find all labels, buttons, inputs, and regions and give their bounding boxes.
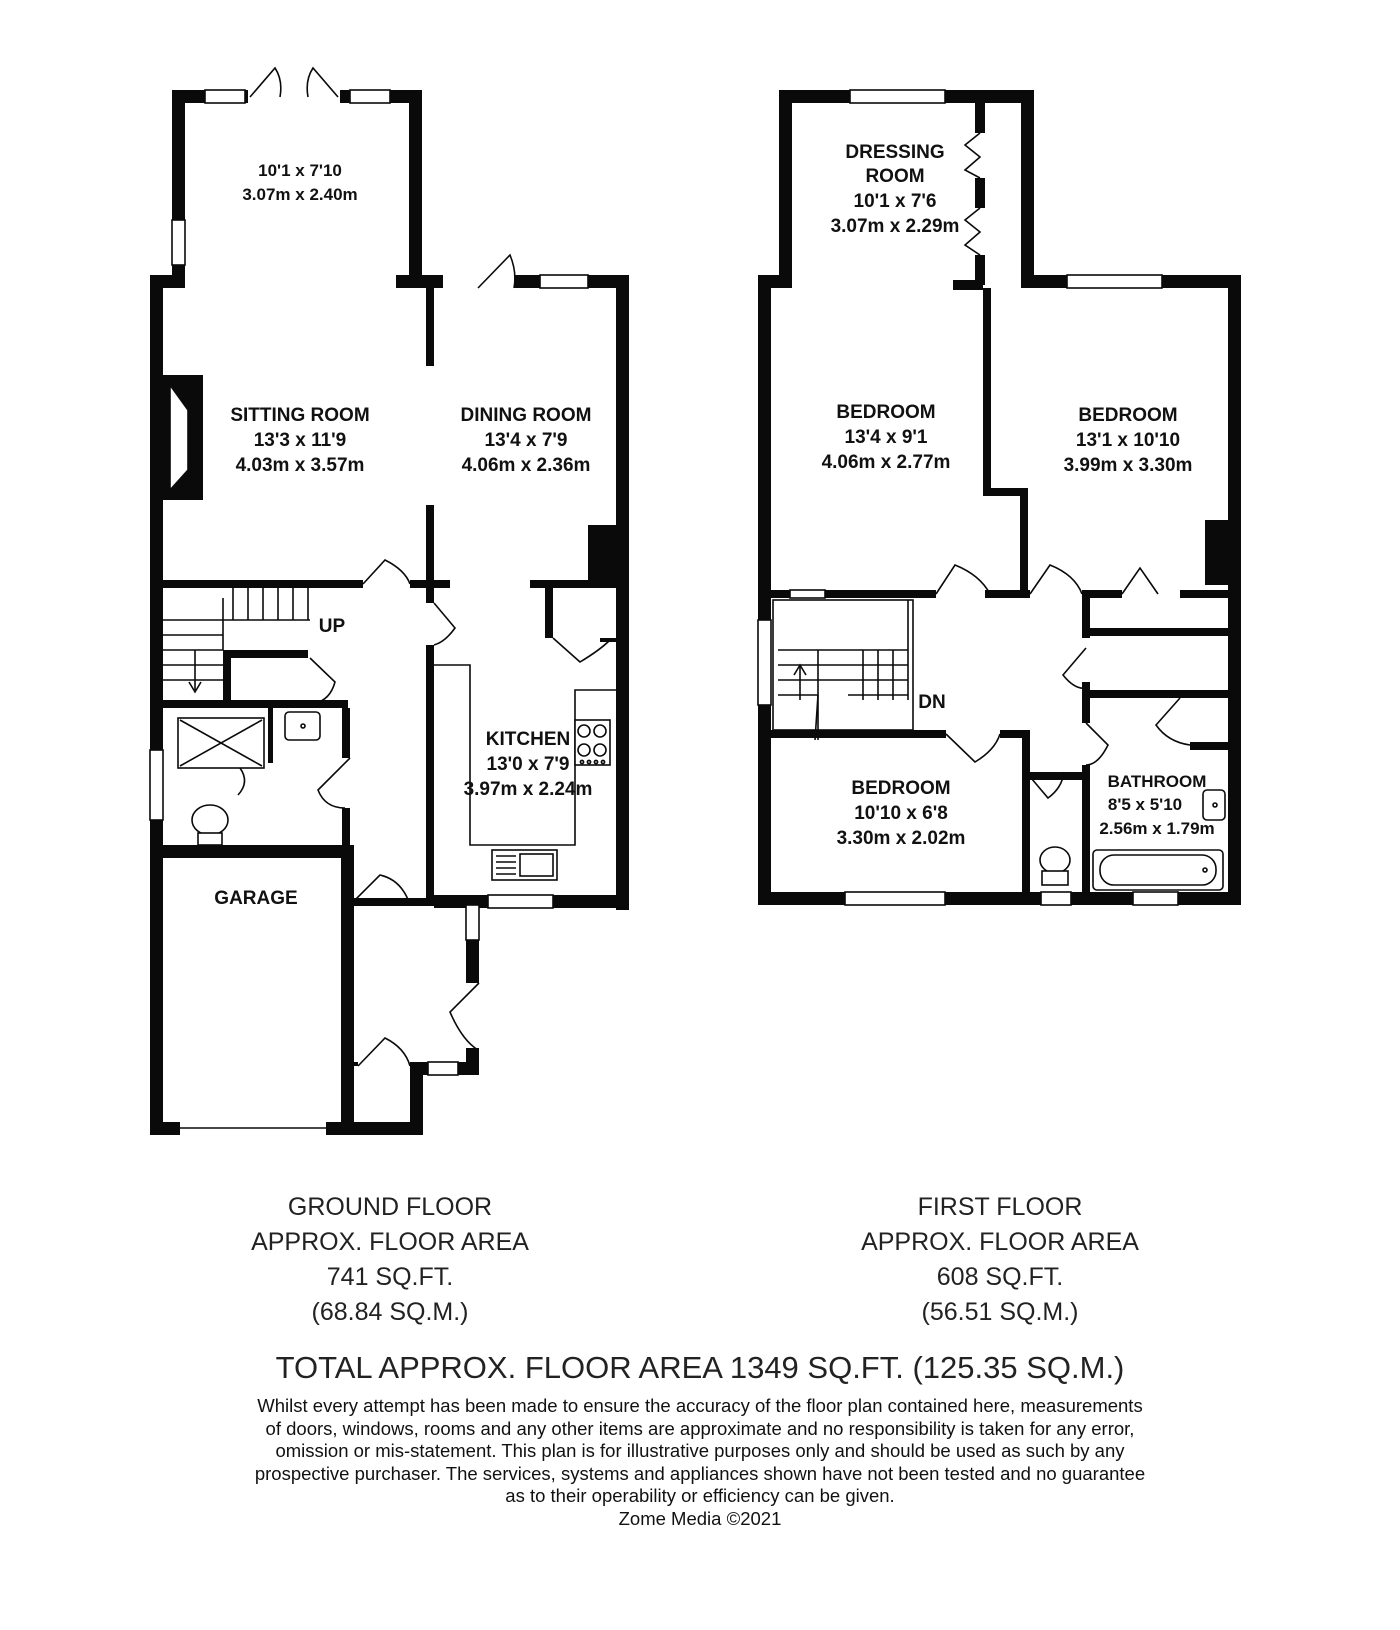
door-icon [363,560,410,584]
staircase [773,600,913,740]
bathroom-dim-imperial: 8'5 x 5'10 [1107,795,1183,814]
window [205,90,245,103]
bedroom-small-dim-metric: 3.30m x 2.02m [836,828,966,849]
wardrobe-door-icon [965,208,980,255]
copyright: Zome Media ©2021 [618,1507,782,1529]
door-icon [946,734,1000,762]
bedroom-small-name: BEDROOM [851,778,951,799]
total-floor-area: TOTAL APPROX. FLOOR AREA 1349 SQ.FT. (125.35 SQ.M.) [275,1350,1125,1385]
ground-floor-caption-line: APPROX. FLOOR AREA [251,1228,529,1256]
wardrobe-door-icon [965,133,980,178]
basin-icon [285,712,320,740]
window [466,905,479,940]
window [1133,892,1178,905]
extension-dim-metric: 3.07m x 2.40m [242,185,358,204]
disclaimer-line: prospective purchaser. The services, systems and appliances shown have not been tested and no guarantee [254,1462,1146,1484]
stairs-up-label: UP [318,616,346,637]
window [1041,892,1071,905]
door-icon [1086,723,1108,765]
kitchen-name: KITCHEN [485,729,571,750]
kitchen-dim-metric: 3.97m x 2.24m [463,779,593,800]
window [150,750,163,820]
dressing-room-name-2: ROOM [865,166,925,187]
window [428,1062,458,1075]
kitchen-dim-imperial: 13'0 x 7'9 [486,754,570,775]
bedroom-small-dim-imperial: 10'10 x 6'8 [854,803,948,824]
first-floor-plan [758,90,1241,905]
basin-icon [1203,790,1225,820]
bath-icon [1093,850,1223,890]
bedroom-left-name: BEDROOM [836,402,936,423]
door-icon [450,983,479,1050]
door-icon [318,758,350,808]
wardrobe-door-icon [1122,568,1158,594]
door-icon [1030,565,1082,594]
window [758,620,771,705]
dressing-room-name-1: DRESSING [845,142,945,163]
first-floor-caption-line: APPROX. FLOOR AREA [861,1228,1139,1256]
window [350,90,390,103]
hob-icon [575,720,610,765]
door-icon [478,255,515,288]
bedroom-right-dim-metric: 3.99m x 3.30m [1063,455,1193,476]
door-icon [358,1038,410,1066]
ground-floor-caption-line: (68.84 SQ.M.) [311,1298,469,1326]
dining-room-dim-imperial: 13'4 x 7'9 [484,430,568,451]
bathroom-dim-metric: 2.56m x 1.79m [1099,819,1215,838]
first-floor-caption [800,1190,1200,1330]
dining-room-name: DINING ROOM [460,405,592,426]
sitting-room-dim-metric: 4.03m x 3.57m [235,455,365,476]
window [845,892,945,905]
toilet-icon [1040,847,1070,885]
bedroom-left-dim-imperial: 13'4 x 9'1 [844,427,928,448]
toilet-icon [192,805,228,845]
ground-floor-caption [190,1190,590,1330]
ground-floor-caption-line: 741 SQ.FT. [326,1263,454,1291]
disclaimer [150,1395,1250,1530]
dressing-room-dim-metric: 3.07m x 2.29m [830,216,960,237]
first-floor-caption-line: (56.51 SQ.M.) [921,1298,1079,1326]
stairs-down-label: DN [918,692,946,713]
bathroom-name: BATHROOM [1107,772,1207,791]
door-icon [434,603,455,645]
window [790,590,825,598]
door-icon [936,565,990,594]
bedroom-right-name: BEDROOM [1078,405,1178,426]
window [1067,275,1162,288]
first-floor-caption-line: 608 SQ.FT. [936,1263,1064,1291]
disclaimer-line: Whilst every attempt has been made to ensure the accuracy of the floor plan contained here, measurements [257,1395,1143,1416]
staircase [163,588,310,692]
disclaimer-line: of doors, windows, rooms and any other items are approximate and no responsibility is taken for any error, [265,1417,1135,1439]
disclaimer-line: as to their operability or efficiency can be given. [505,1485,895,1506]
window [850,90,945,103]
shower-icon [178,718,264,795]
dining-room-dim-metric: 4.06m x 2.36m [461,455,591,476]
sitting-room-name: SITTING ROOM [230,405,370,426]
bedroom-right-dim-imperial: 13'1 x 10'10 [1075,430,1181,451]
garage-name: GARAGE [214,888,298,909]
dressing-room-dim-imperial: 10'1 x 7'6 [853,191,937,212]
window [172,220,185,265]
sink-icon [492,850,557,880]
ground-floor-plan [150,68,629,1135]
door-icon [1156,698,1190,745]
window [488,895,553,908]
first-floor-caption-line: FIRST FLOOR [917,1193,1083,1221]
door-icon [310,658,335,703]
bedroom-left-dim-metric: 4.06m x 2.77m [821,452,951,473]
disclaimer-line: omission or mis-statement. This plan is for illustrative purposes only and should be used as such by any [275,1440,1125,1461]
extension-dim-imperial: 10'1 x 7'10 [258,161,342,180]
window [540,275,588,288]
ground-floor-caption-line: GROUND FLOOR [287,1193,493,1221]
sitting-room-dim-imperial: 13'3 x 11'9 [253,430,347,451]
